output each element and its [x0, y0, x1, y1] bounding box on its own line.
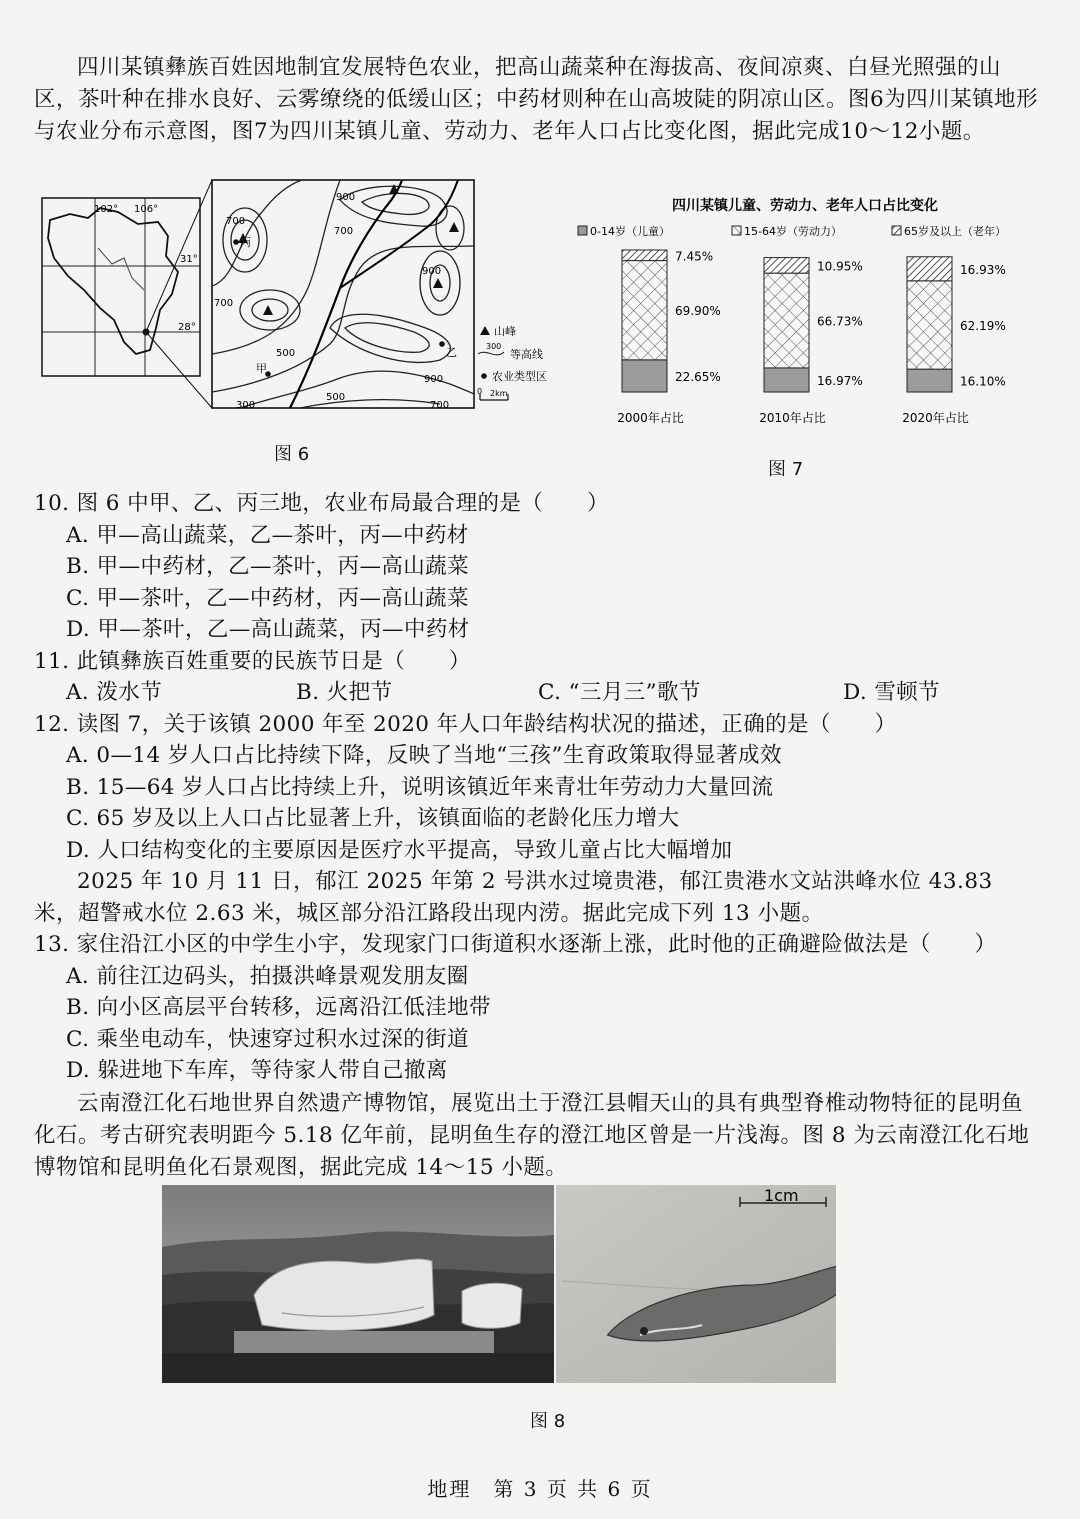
category-label: 2000年占比 [617, 411, 684, 425]
contour-label: 900 [422, 266, 442, 277]
bar-segment-children [622, 360, 667, 392]
question-11-stem: 11. 此镇彝族百姓重要的民族节日是（ ） [34, 649, 471, 674]
contour-label: 700 [334, 226, 354, 237]
contour-map [212, 180, 474, 411]
category-label: 2010年占比 [759, 411, 826, 425]
bar-value-label: 16.97% [817, 373, 863, 388]
bar-value-label: 66.73% [817, 314, 863, 329]
place-jia: 甲 [256, 362, 267, 375]
contour-label: 700 [430, 400, 450, 411]
legend-contour-value: 300 [486, 342, 502, 351]
bar-value-label: 16.93% [960, 262, 1006, 277]
legend-scale-zero: 0 [477, 387, 483, 396]
peak-icon [263, 305, 273, 315]
peak-icon [433, 278, 443, 288]
category-label: 2020年占比 [902, 411, 969, 425]
question-11-option-d: D. 雪顿节 [843, 680, 941, 705]
chart-legend [578, 224, 1006, 238]
museum-photo [162, 1185, 554, 1383]
inset-lon-106: 106° [134, 204, 159, 215]
bar-value-label: 69.90% [675, 304, 721, 319]
question-13-option-b: B. 向小区高层平台转移，远离沿江低洼地带 [66, 995, 491, 1020]
question-10-option-b: B. 甲—中药材，乙—茶叶，丙—高山蔬菜 [66, 554, 469, 579]
bar-segment-elderly [622, 250, 667, 261]
legend-area-label: 农业类型区 [492, 370, 547, 383]
intro-paragraph-2: 2025 年 10 月 11 日，郁江 2025 年第 2 号洪水过境贵港，郁江贵港水文站洪峰水位 43.83 米，超警戒水位 2.63 米，城区部分沿江路段出现内涝。据此完成下列 13 小题。 [34, 869, 993, 926]
bar-value-label: 22.65% [675, 369, 721, 384]
figure-7-caption: 图 7 [768, 459, 804, 480]
figure-8-caption: 图 8 [530, 1411, 566, 1432]
legend-elderly: 65岁及以上（老年） [904, 225, 1006, 238]
question-10-stem: 10. 图 6 中甲、乙、丙三地，农业布局最合理的是（ ） [34, 491, 609, 516]
bar-value-label: 7.45% [675, 249, 714, 264]
legend-scale-label: 2km [490, 389, 508, 398]
question-11-option-c: C. “三月三”歌节 [538, 680, 701, 705]
bar-segment-elderly [907, 257, 952, 281]
figure-7-chart [570, 190, 1040, 440]
question-13-option-d: D. 躲进地下车库，等待家人带自己撤离 [66, 1058, 448, 1083]
inset-lon-102: 102° [94, 204, 119, 215]
sichuan-inset-map [42, 198, 200, 376]
peak-icon [449, 222, 459, 232]
figure-8-photos [162, 1185, 836, 1383]
inset-lat-31: 31° [180, 254, 198, 265]
question-13-option-c: C. 乘坐电动车，快速穿过积水过深的街道 [66, 1027, 469, 1052]
legend-children: 0-14岁（儿童） [590, 225, 670, 238]
map-legend [477, 324, 547, 400]
legend-labor: 15-64岁（劳动力） [744, 225, 842, 238]
contour-label: 500 [326, 392, 346, 403]
question-10-option-d: D. 甲—茶叶，乙—高山蔬菜，丙—中药材 [66, 617, 470, 642]
bar-segment-labor [622, 261, 667, 360]
place-yi: 乙 [446, 346, 457, 359]
legend-peak-label: 山峰 [494, 325, 516, 338]
scale-bar-label: 1cm [764, 1186, 799, 1205]
inset-lat-28: 28° [178, 322, 196, 333]
bar-segment-labor [764, 273, 809, 368]
question-12-stem: 12. 读图 7，关于该镇 2000 年至 2020 年人口年龄结构状况的描述，正确的是（ ） [34, 712, 897, 737]
question-11-option-b: B. 火把节 [296, 680, 393, 705]
question-12-option-b: B. 15—64 岁人口占比持续上升，说明该镇近年来青壮年劳动力大量回流 [66, 775, 774, 800]
chart-title: 四川某镇儿童、劳动力、老年人口占比变化 [672, 198, 938, 214]
question-10-option-c: C. 甲—茶叶，乙—中药材，丙—高山蔬菜 [66, 586, 469, 611]
question-10-option-a: A. 甲—高山蔬菜，乙—茶叶，丙—中药材 [66, 523, 469, 548]
contour-label: 500 [276, 348, 296, 359]
figure-6-caption: 图 6 [274, 444, 310, 465]
bar-value-label: 16.10% [960, 374, 1006, 389]
figure-6-map [40, 178, 560, 418]
question-13-option-a: A. 前往江边码头，拍摄洪峰景观发朋友圈 [66, 964, 469, 989]
bar-segment-labor [907, 281, 952, 369]
bar-segment-elderly [764, 258, 809, 274]
contour-label: 900 [424, 374, 444, 385]
contour-label: 300 [236, 400, 256, 411]
place-bing: 丙 [240, 236, 251, 249]
question-12-option-d: D. 人口结构变化的主要原因是医疗水平提高，导致儿童占比大幅增加 [66, 838, 733, 863]
bar-segment-children [907, 369, 952, 392]
intro-paragraph-3: 云南澄江化石地世界自然遗产博物馆，展览出土于澄江县帽天山的具有典型脊椎动物特征的昆明鱼化石。考古研究表明距今 5.18 亿年前，昆明鱼生存的澄江地区曾是一片浅海。图 8 为云南澄江化石地博物馆和昆明鱼化石景观图，据此完成 14～15 小题。 [34, 1091, 1030, 1180]
legend-contour-label: 等高线 [510, 348, 543, 361]
fossil-photo [556, 1185, 836, 1383]
bar-segment-children [764, 368, 809, 392]
intro-paragraph-1: 四川某镇彝族百姓因地制宜发展特色农业，把高山蔬菜种在海拔高、夜间凉爽、白昼光照强的山区，茶叶种在排水良好、云雾缭绕的低缓山区；中药材则种在山高坡陡的阴凉山区。图6为四川某镇地形与农业分布示意图，图7为四川某镇儿童、劳动力、老年人口占比变化图，据此完成10～12小题。 [34, 55, 1039, 144]
contour-label: 900 [336, 192, 356, 203]
contour-label: 700 [226, 216, 246, 227]
bar-value-label: 10.95% [817, 259, 863, 274]
bar-value-label: 62.19% [960, 318, 1006, 333]
question-13-stem: 13. 家住沿江小区的中学生小宇，发现家门口街道积水逐渐上涨，此时他的正确避险做法是（ ） [34, 932, 997, 957]
question-12-option-a: A. 0—14 岁人口占比持续下降，反映了当地“三孩”生育政策取得显著成效 [66, 743, 782, 768]
page-footer: 地理 第 3 页 共 6 页 [427, 1477, 653, 1501]
question-12-option-c: C. 65 岁及以上人口占比显著上升，该镇面临的老龄化压力增大 [66, 806, 680, 831]
question-11-option-a: A. 泼水节 [66, 680, 163, 705]
contour-label: 700 [214, 298, 234, 309]
